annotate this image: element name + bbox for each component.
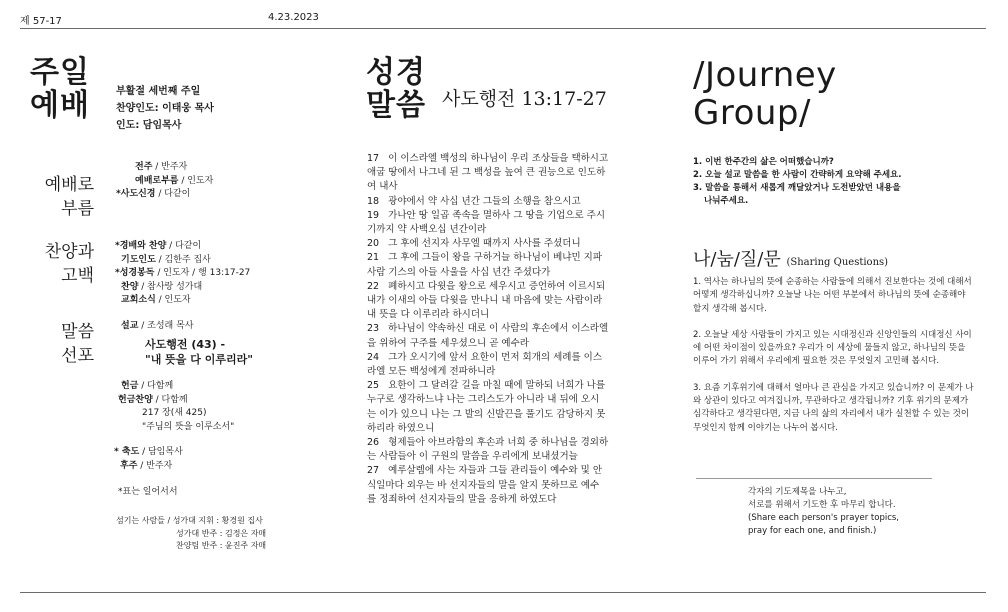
scripture-line: 누구로 생각하느냐 나는 그리스도가 아니라 내 뒤에 오시 — [367, 394, 600, 406]
page-header — [20, 10, 986, 28]
scripture-line: 는 이가 있으니 나는 그 발의 신발끈을 풀기도 감당하지 못 — [367, 408, 606, 420]
scripture-line: 내 뜻을 다 이루리라 하시더니 — [367, 309, 490, 321]
closing-block — [114, 446, 183, 473]
order-item: 교회소식 / 인도자 — [121, 295, 191, 305]
order-item: 후주 / 반주자 — [120, 460, 173, 471]
scripture-line: 을 위하여 구주를 세우셨으니 곧 예수라 — [367, 337, 529, 349]
scripture-line: 22 폐하시고 다윗을 왕으로 세우시고 증언하여 이르시되 — [367, 280, 606, 292]
scripture-line: 를 정죄하여 선지자들의 말을 응하게 하였도다 — [367, 493, 557, 505]
question-item: 1. 이번 한주간의 삶은 어떠했습니까? — [693, 157, 834, 167]
sharing-item: 3. 요즘 기후위기에 대해서 얼마나 큰 관심을 가지고 있습니까? 이 문제가 나와 상관이 있다고 여겨집니까, 무관하다고 생각됩니까? 기후 위기의 문제가 심각하다고 생각된다면, 지금 나의 삶의 자리에서 내가 실천할 수 있는 것이 무엇인지 함께 이야기는 나누어 봅시다. — [693, 382, 974, 433]
praise-list — [115, 240, 250, 308]
scripture-line: 식일마다 외우는 바 선지자들의 말을 알지 못하므로 예수 — [367, 479, 600, 491]
hymn-title: "주님의 뜻을 이루소서" — [142, 421, 235, 432]
approach-list — [113, 161, 213, 202]
order-item: *사도신경 / 다같이 — [116, 189, 191, 199]
order-item: 전주 / 반주자 — [135, 162, 188, 172]
scripture-line: 내가 이새의 아들 다윗을 만나니 내 마음에 맞는 사람이라 — [367, 295, 603, 307]
question-item: 나눠주세요. — [704, 196, 749, 206]
sharing-item: 2. 오늘날 세상 사람들이 가지고 있는 시대정신과 신앙인들의 시대정신 사이에 어떤 차이점이 있을까요? 우리가 이 세상에 물들지 않고, 하나님의 뜻을 이루어 가기 위해서 우리에게 필요한 것은 무엇일지 고민해 봅시다. — [693, 329, 972, 367]
standing-note: *표는 일어서서 — [118, 487, 178, 497]
worship-subheading: 부활절 세번째 주일 찬양인도: 이태웅 목사 인도: 담임목사 — [116, 86, 214, 131]
order-item: *성경봉독 / 인도자 / 행 13:17-27 — [115, 268, 251, 278]
scripture-line: 23 하나님이 약속하신 대로 이 사람의 후손에서 이스라엘 — [367, 323, 609, 335]
scripture-line: 26 형제들아 아브라함의 후손과 너희 중 하나님을 경외하 — [367, 437, 609, 449]
scripture-line: 18 광야에서 약 사십 년간 그들의 소행을 참으시고 — [367, 195, 581, 207]
sermon-block — [121, 320, 253, 367]
bottom-divider — [20, 592, 986, 593]
order-item: 기도인도 / 김한주 집사 — [121, 254, 211, 265]
credits: 섬기는 사람들 / 성가대 지휘 : 황경원 집사 성가대 반주 : 김정은 자매 찬양팀 반주 : 윤진주 자매 — [116, 516, 267, 550]
hymn-number: 217 장(새 425) — [142, 408, 207, 418]
scripture-line: 20 그 후에 선지자 사무엘 때까지 사사를 주셨더니 — [367, 238, 581, 250]
order-item: 찬양 / 참사랑 성가대 — [121, 281, 203, 292]
sharing-heading: 나/눔/질/문 (Sharing Questions) — [693, 249, 889, 270]
order-item: 헌금찬양 / 다함께 — [118, 394, 188, 405]
order-item: 예배로부름 / 인도자 — [135, 175, 214, 186]
sharing-item: 1. 역사는 하나님의 뜻에 순종하는 사람들에 의해서 진보한다는 것에 대해서 어떻게 생각하십니까? 오늘날 나는 어떤 부분에서 하나님의 뜻에 순종해야 할지 생각해 봅시다. — [693, 277, 972, 314]
scripture-line: 17 이 이스라엘 백성의 하나님이 우리 조상들을 택하시고 — [367, 153, 609, 164]
journey-title: /Journey Group/ — [693, 55, 837, 133]
question-item: 3. 말씀을 통해서 새롭게 깨달았거나 도전받았던 내용을 — [693, 183, 901, 193]
scripture-line: 사람 기스의 아들 사울을 사십 년간 주셨다가 — [367, 266, 551, 278]
scripture-line: 는 사람들아 이 구원의 말씀을 우리에게 보내셨거늘 — [367, 451, 578, 463]
order-item: 헌금 / 다함께 — [121, 381, 174, 391]
scripture-line: 27 예루살렘에 사는 자들과 그들 관리들이 예수와 및 안 — [367, 465, 603, 477]
scripture-line: 24 그가 오시기에 앞서 요한이 먼저 회개의 세례를 이스 — [367, 351, 603, 363]
scripture-line: 25 요한이 그 달려갈 길을 마칠 때에 말하되 너희가 나를 — [367, 380, 606, 392]
scripture-line: 여 내사 — [367, 181, 398, 193]
scripture-line: 애굽 땅에서 나그네 된 그 백성을 높여 큰 권능으로 인도하 — [367, 167, 606, 179]
question-item: 2. 오늘 설교 말씀을 한 사람이 간략하게 요약해 주세요. — [693, 170, 902, 180]
issue-number: 제 57-17 — [20, 16, 62, 27]
issue-date: 4.23.2023 — [268, 12, 319, 23]
discussion-questions — [693, 156, 963, 208]
prayer-note: 각자의 기도제목을 나누고, 서로를 위해서 기도한 후 마무리 합니다. (Share each person's prayer topics, pray for each one, and finish.) — [748, 487, 899, 536]
section-praise: 찬양과 고백 — [44, 242, 94, 286]
scripture-line: 21 그 후에 그들이 왕을 구하거늘 하나님이 베냐민 지파 — [367, 252, 603, 264]
top-divider — [20, 28, 986, 29]
worship-title: 주일 예배 — [30, 55, 90, 123]
scripture-line: 기까지 약 사백오십 년간이라 — [367, 224, 487, 236]
order-item: *경배와 찬양 / 다같이 — [115, 241, 202, 251]
scripture-reference: 사도행전 13:17-27 — [442, 88, 607, 110]
scripture-line: 하리라 하였으니 — [367, 422, 435, 434]
sermon-title: 사도행전 (43) - "내 뜻을 다 이루리라" — [145, 337, 253, 366]
offering-block — [118, 380, 234, 434]
order-item: 설교 / 조성래 목사 — [121, 321, 194, 331]
section-approach: 예배로 부름 — [44, 175, 94, 219]
scripture-title: 성경 말씀 — [366, 55, 426, 123]
scripture-text — [367, 152, 639, 507]
sharing-questions — [693, 276, 975, 448]
order-item: * 축도 / 담임목사 — [114, 447, 183, 457]
scripture-line: 19 가나안 땅 일곱 족속을 멸하사 그 땅을 기업으로 주시 — [367, 209, 606, 221]
prayer-divider — [696, 478, 932, 479]
section-word: 말씀 선포 — [61, 322, 94, 366]
scripture-line: 라엘 모든 백성에게 전파하니라 — [367, 366, 496, 378]
